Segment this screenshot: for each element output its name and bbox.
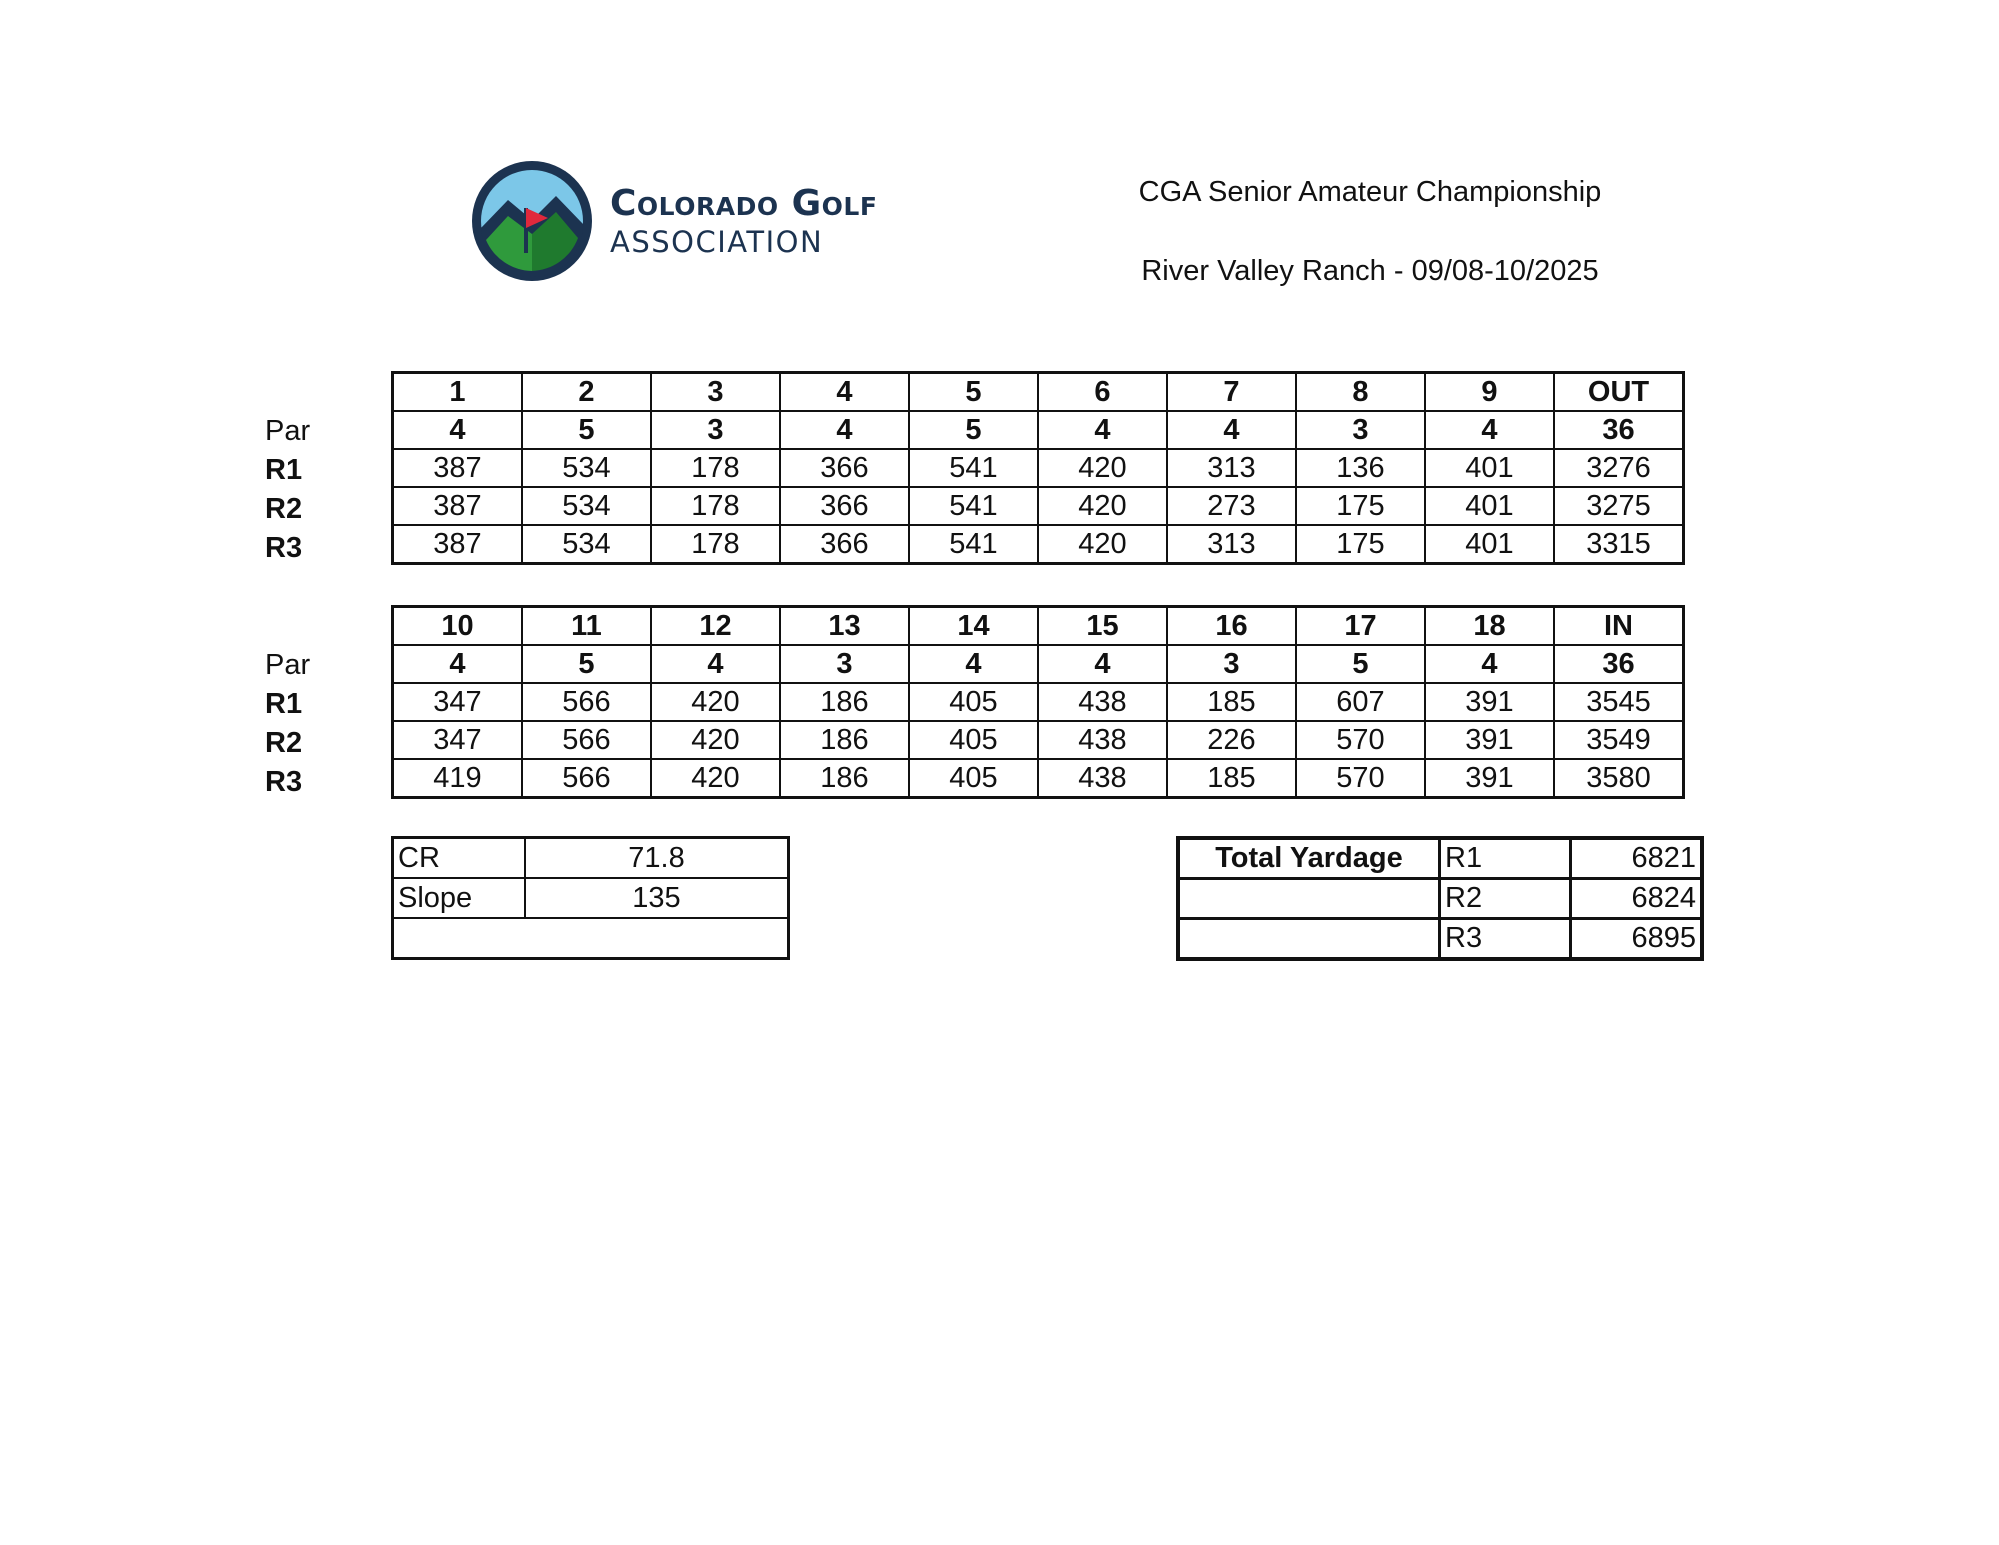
yardage-cell: 438 (1038, 759, 1167, 798)
yardage-cell: 541 (909, 525, 1038, 564)
hole-number-cell: 2 (522, 373, 651, 412)
hole-number-row (393, 607, 1684, 646)
par-cell: 4 (780, 411, 909, 449)
total-yardage-table (1176, 836, 1704, 961)
row-label-r3: R3 (265, 766, 303, 798)
hole-number-cell: 4 (780, 373, 909, 412)
yardage-cell: 273 (1167, 487, 1296, 525)
yardage-cell: 420 (651, 683, 780, 721)
round-label: R1 (1440, 838, 1571, 879)
yardage-cell: 566 (522, 759, 651, 798)
yardage-cell: 420 (651, 759, 780, 798)
par-cell: 5 (1296, 645, 1425, 683)
yardage-cell: 420 (1038, 525, 1167, 564)
row-label-r1: R1 (265, 688, 303, 720)
row-label-r3: R3 (265, 532, 303, 564)
mountain-flag-logo-icon (468, 158, 596, 284)
hole-number-cell: OUT (1554, 373, 1684, 412)
par-cell: 4 (393, 645, 523, 683)
yardage-cell: 3276 (1554, 449, 1684, 487)
r2-yardage-row (393, 487, 1684, 525)
r3-yardage-row (393, 525, 1684, 564)
yardage-cell: 534 (522, 449, 651, 487)
yardage-cell: 566 (522, 721, 651, 759)
par-cell: 36 (1554, 645, 1684, 683)
yardage-cell: 3275 (1554, 487, 1684, 525)
yardage-cell: 347 (393, 721, 523, 759)
total-yardage-row (1178, 919, 1702, 960)
par-row (393, 645, 1684, 683)
yardage-cell: 405 (909, 721, 1038, 759)
yardage-cell: 226 (1167, 721, 1296, 759)
yardage-cell: 570 (1296, 721, 1425, 759)
hole-number-cell: 8 (1296, 373, 1425, 412)
yardage-cell: 178 (651, 525, 780, 564)
yardage-cell: 3315 (1554, 525, 1684, 564)
yardage-cell: 405 (909, 759, 1038, 798)
course-rating-value: 71.8 (525, 838, 789, 879)
back-nine-table (391, 605, 1685, 799)
event-title: CGA Senior Amateur Championship (1138, 176, 1602, 208)
hole-number-cell: 13 (780, 607, 909, 646)
par-row (393, 411, 1684, 449)
par-cell: 3 (780, 645, 909, 683)
yardage-cell: 401 (1425, 525, 1554, 564)
yardage-cell: 178 (651, 449, 780, 487)
slope-label: Slope (393, 878, 526, 918)
yardage-cell: 186 (780, 683, 909, 721)
yardage-cell: 186 (780, 759, 909, 798)
logo-wordmark-line1: Colorado Golf (610, 183, 878, 224)
hole-number-cell: 18 (1425, 607, 1554, 646)
course-rating-label: CR (393, 838, 526, 879)
course-rating-table (391, 836, 790, 960)
yardage-cell: 3549 (1554, 721, 1684, 759)
par-cell: 4 (1425, 411, 1554, 449)
yardage-cell: 313 (1167, 525, 1296, 564)
yardage-cell: 401 (1425, 487, 1554, 525)
hole-number-cell: 15 (1038, 607, 1167, 646)
hole-number-cell: 1 (393, 373, 523, 412)
front-nine-table (391, 371, 1685, 565)
empty-row (393, 918, 789, 959)
yardage-cell: 541 (909, 487, 1038, 525)
par-cell: 4 (651, 645, 780, 683)
hole-number-cell: 11 (522, 607, 651, 646)
yardage-cell: 175 (1296, 487, 1425, 525)
par-cell: 5 (522, 411, 651, 449)
yardage-cell: 541 (909, 449, 1038, 487)
yardage-cell: 387 (393, 449, 523, 487)
yardage-cell: 534 (522, 525, 651, 564)
par-cell: 5 (909, 411, 1038, 449)
yardage-cell: 419 (393, 759, 523, 798)
yardage-cell: 420 (1038, 449, 1167, 487)
par-cell: 4 (393, 411, 523, 449)
row-label-r2: R2 (265, 727, 303, 759)
par-cell: 4 (1167, 411, 1296, 449)
yardage-cell: 366 (780, 449, 909, 487)
hole-number-row (393, 373, 1684, 412)
round-label: R2 (1440, 879, 1571, 919)
yardage-cell: 534 (522, 487, 651, 525)
total-yardage-row (1178, 838, 1702, 879)
hole-number-cell: 6 (1038, 373, 1167, 412)
yardage-cell: 185 (1167, 759, 1296, 798)
hole-number-cell: IN (1554, 607, 1684, 646)
row-label-par: Par (265, 415, 311, 447)
yardage-cell: 178 (651, 487, 780, 525)
par-cell: 4 (909, 645, 1038, 683)
par-cell: 3 (651, 411, 780, 449)
hole-number-cell: 10 (393, 607, 523, 646)
row-label-r1: R1 (265, 454, 303, 486)
course-rating-row (393, 838, 789, 879)
yardage-cell: 3580 (1554, 759, 1684, 798)
yardage-cell: 570 (1296, 759, 1425, 798)
yardage-cell: 175 (1296, 525, 1425, 564)
yardage-cell: 387 (393, 525, 523, 564)
par-cell: 3 (1167, 645, 1296, 683)
r1-yardage-row (393, 683, 1684, 721)
hole-number-cell: 14 (909, 607, 1038, 646)
round-yardage: 6824 (1571, 879, 1703, 919)
cga-logo (468, 158, 988, 284)
yardage-cell: 347 (393, 683, 523, 721)
yardage-cell: 438 (1038, 683, 1167, 721)
yardage-cell: 313 (1167, 449, 1296, 487)
row-label-r2: R2 (265, 493, 303, 525)
logo-wordmark-line2: ASSOCIATION (610, 225, 824, 259)
empty-cell (1178, 879, 1440, 919)
yardage-cell: 405 (909, 683, 1038, 721)
yardage-cell: 136 (1296, 449, 1425, 487)
r1-yardage-row (393, 449, 1684, 487)
yardage-cell: 401 (1425, 449, 1554, 487)
hole-number-cell: 16 (1167, 607, 1296, 646)
yardage-cell: 420 (651, 721, 780, 759)
hole-number-cell: 17 (1296, 607, 1425, 646)
slope-row (393, 878, 789, 918)
par-cell: 4 (1425, 645, 1554, 683)
row-label-par: Par (265, 649, 311, 681)
hole-number-cell: 7 (1167, 373, 1296, 412)
empty-cell (1178, 919, 1440, 960)
yardage-cell: 387 (393, 487, 523, 525)
par-cell: 5 (522, 645, 651, 683)
yardage-cell: 366 (780, 487, 909, 525)
par-cell: 36 (1554, 411, 1684, 449)
hole-number-cell: 3 (651, 373, 780, 412)
par-cell: 4 (1038, 411, 1167, 449)
yardage-cell: 391 (1425, 683, 1554, 721)
yardage-cell: 186 (780, 721, 909, 759)
par-cell: 4 (1038, 645, 1167, 683)
yardage-cell: 366 (780, 525, 909, 564)
round-label: R3 (1440, 919, 1571, 960)
yardage-cell: 391 (1425, 759, 1554, 798)
round-yardage: 6895 (1571, 919, 1703, 960)
yardage-cell: 566 (522, 683, 651, 721)
yardage-cell: 3545 (1554, 683, 1684, 721)
yardage-cell: 185 (1167, 683, 1296, 721)
total-yardage-row (1178, 879, 1702, 919)
par-cell: 3 (1296, 411, 1425, 449)
r2-yardage-row (393, 721, 1684, 759)
venue-dates: River Valley Ranch - 09/08-10/2025 (1141, 255, 1599, 287)
r3-yardage-row (393, 759, 1684, 798)
slope-value: 135 (525, 878, 789, 918)
yardage-cell: 607 (1296, 683, 1425, 721)
empty-cell (393, 918, 789, 959)
hole-number-cell: 9 (1425, 373, 1554, 412)
round-yardage: 6821 (1571, 838, 1703, 879)
yardage-cell: 391 (1425, 721, 1554, 759)
hole-number-cell: 5 (909, 373, 1038, 412)
hole-number-cell: 12 (651, 607, 780, 646)
yardage-cell: 438 (1038, 721, 1167, 759)
yardage-cell: 420 (1038, 487, 1167, 525)
total-yardage-label: Total Yardage (1178, 838, 1440, 879)
